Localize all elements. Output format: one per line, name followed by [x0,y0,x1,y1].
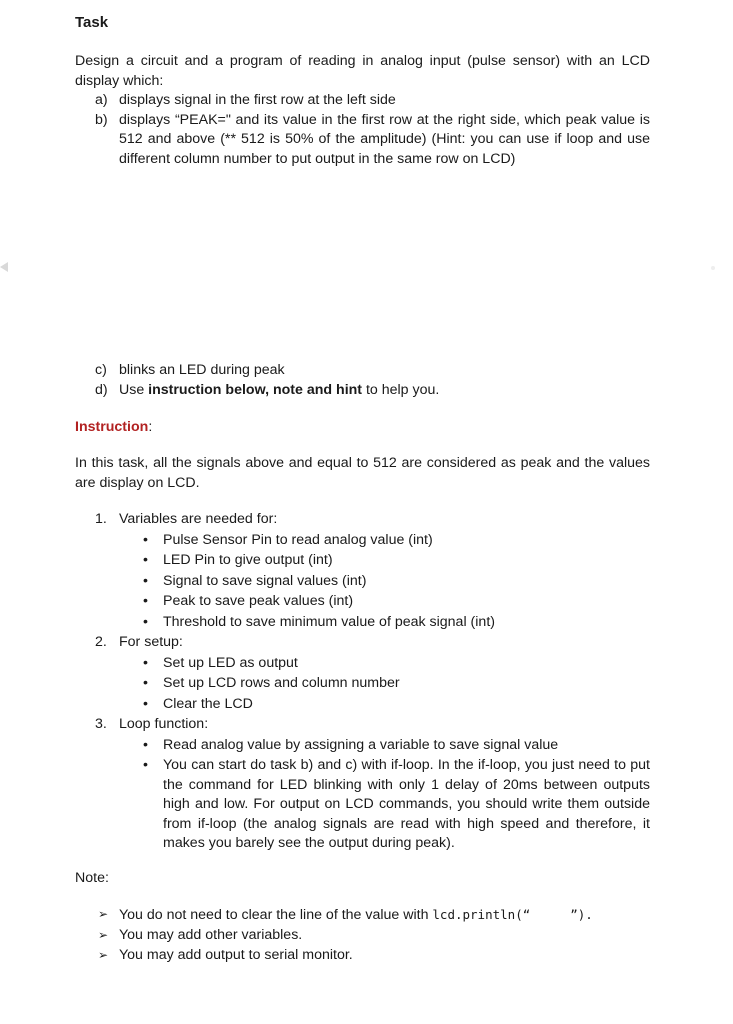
item-text-suffix: to help you. [362,381,440,398]
task-list-cd [95,361,650,400]
bullet-text: Threshold to save minimum value of peak signal (int) [163,613,495,630]
item-text-prefix: Use [119,381,149,398]
step-label: For setup: [119,634,183,650]
task-item-b [95,111,650,170]
bullet-dot: • [143,757,148,773]
instruction-steps [95,510,650,855]
note-list [98,905,658,966]
bullet-dot: • [143,654,148,671]
step-marker: 1. [95,511,107,527]
arrow-bullet-icon: ➢ [98,907,109,921]
step-bullets [119,654,650,715]
bullet-dot: • [143,572,148,589]
bullet-text: Signal to save signal values (int) [163,572,367,589]
bullet-item [143,674,650,694]
task-intro: Design a circuit and a program of reading in analog input (pulse sensor) with an LCD display which: [75,53,650,89]
bullet-item [143,654,650,674]
note-text: You may add output to serial monitor. [119,947,353,963]
task-item-c [95,361,650,381]
item-text: displays “PEAK=" and its value in the first row at the right side, which peak value is 512 and above (** 512 is 50% of the amplitude) (Hint: you can use if loop and use different column number to put output in the same row on LCD) [119,111,650,167]
step-label: Loop function: [119,716,209,732]
step-2 [95,633,650,714]
step-label: Variables are needed for: [119,511,278,527]
instruction-paragraph: In this task, all the signals above and equal to 512 are considered as peak and the values are display on LCD. [75,455,650,491]
right-margin-mark [711,266,715,270]
bullet-dot: • [143,593,148,609]
code-snippet-end: ”). [570,907,593,922]
bullet-text: You can start do task b) and c) with if-loop. In the if-loop, you just need to put the command for LED blinking with only 1 delay of 20ms between outputs high and low. For output on LCD commands, you should write them outside from if-loop (the analog signals are read with high speed and therefore, it makes you barely see the output during peak). [163,757,650,851]
note-heading: Note: [75,870,109,886]
step-marker: 2. [95,634,107,650]
bullet-item [143,613,650,633]
bullet-item [143,572,650,592]
bullet-item [143,736,650,756]
item-marker: b) [95,111,108,128]
arrow-bullet-icon: ➢ [98,928,109,942]
task-list-ab [95,91,650,169]
bullet-text: Peak to save peak values (int) [163,593,354,609]
instruction-heading-colon: : [148,419,153,435]
item-marker: d) [95,381,108,398]
bullet-text: Clear the LCD [163,695,253,712]
task-item-a [95,91,650,111]
bullet-item [143,551,650,571]
bullet-text: Pulse Sensor Pin to read analog value (int) [163,531,433,548]
note-item-1 [98,905,658,926]
item-text: displays signal in the first row at the left side [119,92,396,108]
item-text: blinks an LED during peak [119,362,285,378]
bullet-item [143,695,650,715]
bullet-dot: • [143,552,148,568]
note-item-3 [98,946,658,966]
bullet-dot: • [143,675,148,691]
step-bullets [119,736,650,854]
note-text: You do not need to clear the line of the value with [119,907,433,923]
task-item-d [95,381,650,401]
task-title: Task [75,14,109,31]
step-3 [95,715,650,854]
bullet-text: LED Pin to give output (int) [163,552,333,568]
bullet-item [143,592,650,612]
bullet-dot: • [143,613,148,630]
note-text: You may add other variables. [119,927,303,943]
bullet-item [143,756,650,854]
code-snippet: lcd.println(“ [432,907,531,922]
instruction-heading [75,418,152,438]
item-marker: c) [95,362,107,378]
bullet-dot: • [143,736,148,753]
left-margin-mark [0,262,8,272]
bullet-dot: • [143,695,148,712]
bullet-dot: • [143,531,148,548]
note-item-2 [98,926,658,946]
bullet-item [143,531,650,551]
item-text-bold: instruction below, note and hint [148,381,363,398]
bullet-text: Read analog value by assigning a variable to save signal value [163,736,559,753]
bullet-text: Set up LCD rows and column number [163,675,400,691]
bullet-text: Set up LED as output [163,654,298,671]
item-marker: a) [95,92,108,108]
arrow-bullet-icon: ➢ [98,948,109,962]
step-1 [95,510,650,632]
step-marker: 3. [95,716,107,732]
instruction-heading-text: Instruction [75,419,149,435]
step-bullets [119,531,650,633]
